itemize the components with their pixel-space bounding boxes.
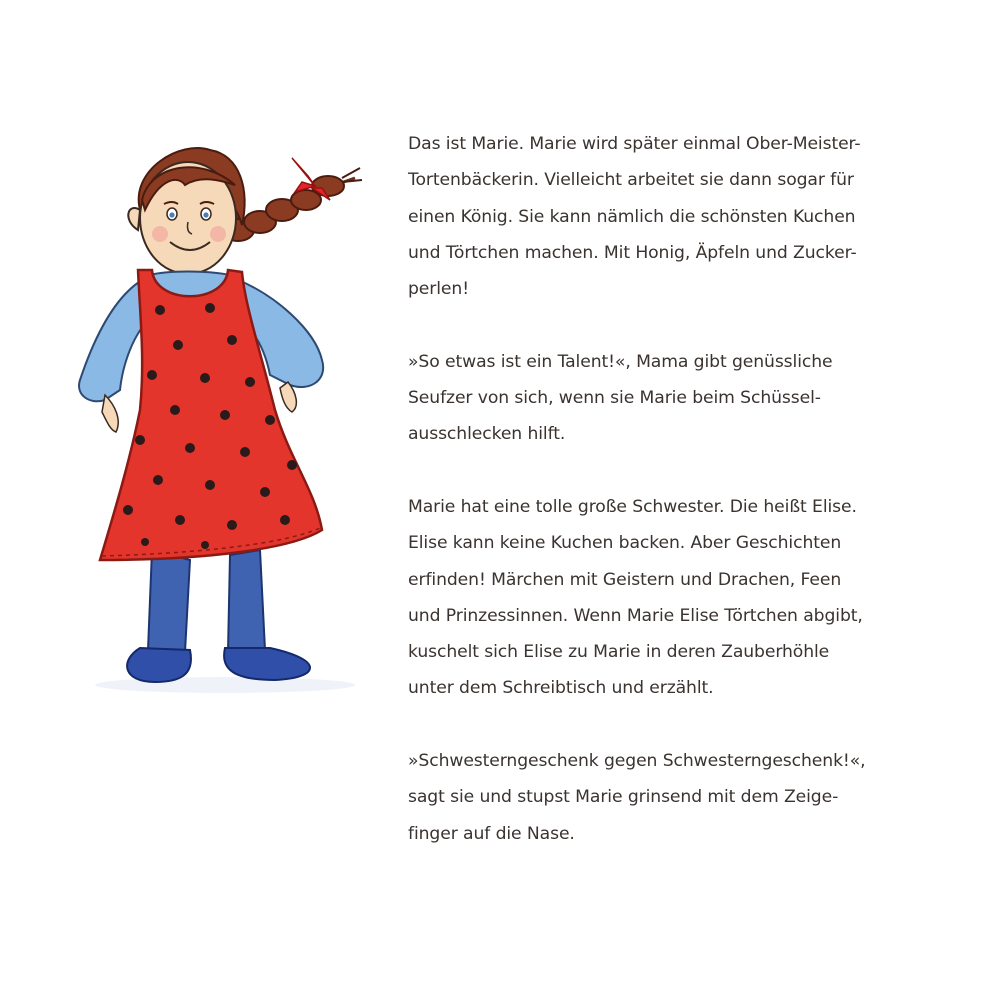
story-text — [408, 126, 968, 888]
paragraph-3 — [408, 489, 968, 707]
paragraph-2 — [408, 344, 968, 453]
marie-illustration — [60, 130, 380, 710]
text-line: kuschelt sich Elise zu Marie in deren Zauberhöhle — [408, 642, 830, 663]
text-line: Seufzer von sich, wenn sie Marie beim Schüssel- — [408, 388, 821, 409]
text-line: unter dem Schreibtisch und erzählt. — [408, 678, 714, 699]
text-line: »Schwesterngeschenk gegen Schwesterngeschenk!«, — [408, 751, 866, 772]
text-line: Marie hat eine tolle große Schwester. Die heißt Elise. — [408, 496, 857, 517]
text-line: und Prinzessinnen. Wenn Marie Elise Törtchen abgibt, — [408, 605, 863, 626]
text-line: »So etwas ist ein Talent!«, Mama gibt genüssliche — [408, 351, 833, 372]
text-line: Das ist Marie. Marie wird später einmal Ober-Meister- — [408, 134, 861, 154]
paragraph-1 — [408, 126, 968, 307]
text-line: sagt sie und stupst Marie grinsend mit dem Zeige- — [408, 787, 839, 808]
text-line: perlen! — [408, 279, 469, 300]
text-line: einen König. Sie kann nämlich die schönsten Kuchen — [408, 206, 856, 227]
text-line: Elise kann keine Kuchen backen. Aber Geschichten — [408, 533, 842, 554]
text-line: erfinden! Märchen mit Geistern und Drachen, Feen — [408, 569, 842, 590]
text-line: finger auf die Nase. — [408, 823, 575, 844]
paragraph-4 — [408, 743, 968, 852]
text-line: und Törtchen machen. Mit Honig, Äpfeln und Zucker- — [408, 242, 857, 263]
girl-in-red-dress-icon — [60, 130, 380, 710]
text-line: Tortenbäckerin. Vielleicht arbeitet sie dann sogar für — [408, 170, 854, 191]
text-line: ausschlecken hilft. — [408, 424, 566, 445]
